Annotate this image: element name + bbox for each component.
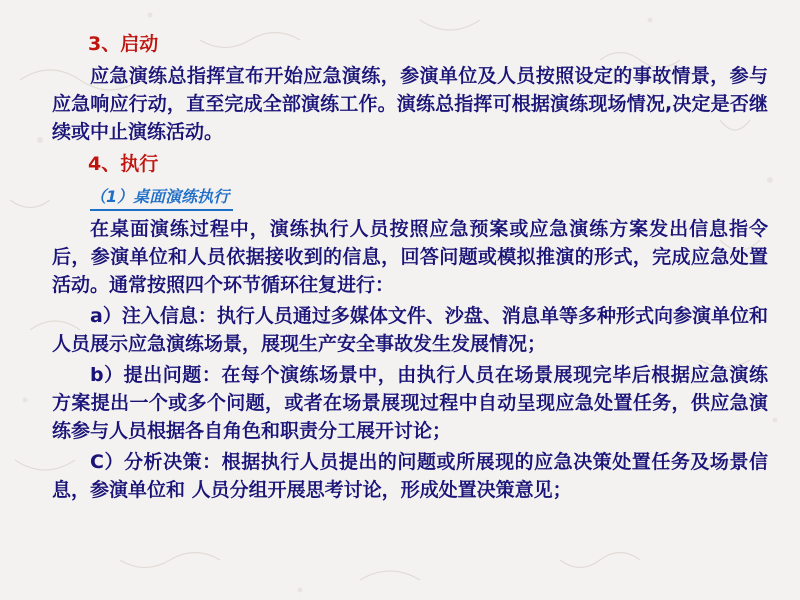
- section-3-paragraph: 应急演练总指挥宣布开始应急演练，参演单位及人员按照设定的事故情景，参与应急响应行动，直至完成全部演练工作。演练总指挥可根据演练现场情况,决定是否继续或中止演练活动。: [52, 65, 768, 143]
- tabletop-intro-paragraph: 在桌面演练过程中，演练执行人员按照应急预案或应急演练方案发出信息指令后，参演单位和人员依据接收到的信息，回答问题或模拟推演的形式，完成应急处置活动。通常按照四个环节循环往复进行：: [52, 218, 768, 296]
- tabletop-exercise-subheading: （1）桌面演练执行: [90, 185, 233, 211]
- step-a-paragraph: a）注入信息：执行人员通过多媒体文件、沙盘、消息单等多种形式向参演单位和人员展示应急演练场景，展现生产安全事故发生发展情况；: [52, 305, 768, 355]
- step-b-paragraph: b）提出问题：在每个演练场景中，由执行人员在场景展现完毕后根据应急演练方案提出一个或多个问题，或者在场景展现过程中自动呈现应急处置任务，供应急演练参与人员根据各自角色和职责分工展开讨论；: [52, 364, 768, 442]
- section-3-heading: 3、启动: [88, 33, 159, 55]
- step-c-paragraph: C）分析决策：根据执行人员提出的问题或所展现的应急决策处置任务及场景信息，参演单位和 人员分组开展思考讨论，形成处置决策意见；: [52, 451, 768, 501]
- section-4-heading: 4、执行: [88, 153, 159, 175]
- document-body: [52, 26, 768, 507]
